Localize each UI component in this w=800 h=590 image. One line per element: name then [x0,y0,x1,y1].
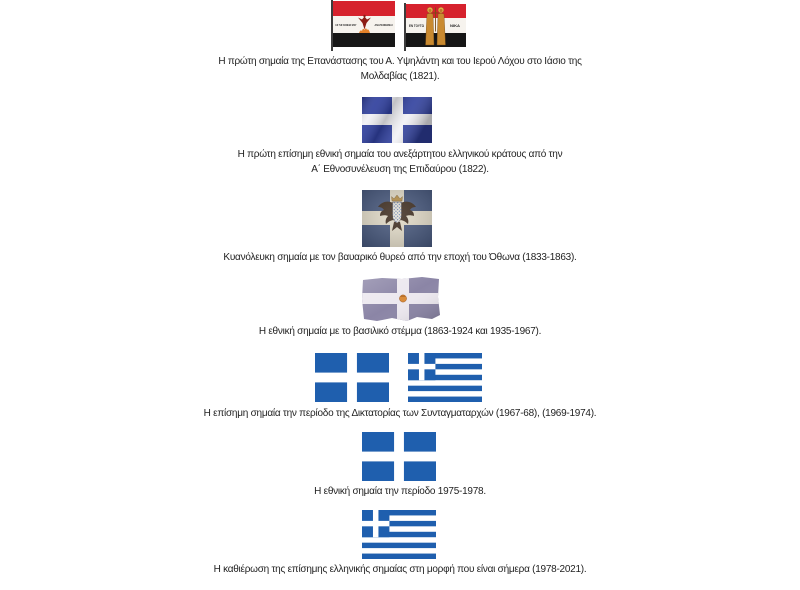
white-stripe [408,391,482,396]
flag-royal-crown-icon [362,277,440,322]
white-stripe [408,380,482,385]
fabric-shading [362,97,432,143]
black-band [406,33,466,47]
emblem-lettering-right: ΑΝΑΓΕΝΝΩΜΑΙ [374,22,393,27]
caption-line: Η εθνική σημαία με το βασιλικό στέμμα (1863-1924 και 1935-1967). [258,326,542,337]
flag-pole [404,3,406,51]
flag-greek-stripes-icon [362,510,436,559]
flag-greek-cross-icon [315,353,389,402]
emblem-lettering-left: ΕΚ ΤΗΣ ΚΟΝΕΩΣ ΜΟΥ [335,22,357,27]
caption-1833-1863 [0,250,800,265]
red-band [333,1,395,16]
emblem-lettering-left: ΕΝ ΤΟΥΤΩ [409,24,425,28]
caption-line: Η πρώτη επίσημη εθνική σημαία του ανεξάρτητου ελληνικού κράτους από την [237,149,563,160]
saint-left-robe [426,13,435,45]
caption-line: Κυανόλευκη σημαία με τον βαυαρικό θυρεό από την εποχή του Όθωνα (1833-1863). [223,252,577,263]
caption-1967-1974 [0,406,800,421]
white-cross-horizontal [362,452,436,462]
caption-1975-1978 [0,484,800,499]
caption-line: Α΄ Εθνοσυνέλευση της Επιδαύρου (1822). [311,164,489,175]
saint-left-head [429,9,432,12]
flag-ypsilantis-saints-icon [403,3,468,51]
saint-right-head [440,9,443,12]
flag-pole [331,0,333,51]
caption-1821 [0,54,800,84]
fabric-shading [362,190,432,247]
canton-cross-horizontal [362,521,389,526]
flag-greek-stripes-icon [408,353,482,402]
flag-1822-blue-white-cross-icon [362,97,432,143]
caption-line: Η καθιέρωση της επίσημης ελληνικής σημαίας στη μορφή που είναι σήμερα (1978-2021). [213,564,587,575]
phoenix-head [363,15,365,17]
emblem-lettering-right: ΝΙΚΑ [450,24,461,28]
flag-ypsilantis-phoenix-icon [330,0,396,51]
caption-line: Η επίσημη σημαία την περίοδο της Δικτατορίας των Συνταγματαρχών (1967-68), (1969-1974). [203,408,597,419]
white-cross-horizontal [315,373,389,383]
canton-cross-horizontal [408,364,435,369]
cross-staff [435,8,436,32]
black-band [333,33,395,47]
flag-bavarian-coat-of-arms-icon [362,190,432,247]
caption-1978-2021 [0,562,800,577]
caption-line: Η πρώτη σημαία της Επανάστασης του Α. Υψηλάντη και του Ιερού Λόχου στο Ιάσιο της [218,56,582,67]
flag-greek-cross-icon [362,432,436,481]
white-stripe [362,548,436,553]
caption-1822 [0,147,800,177]
cross-bar [433,13,439,14]
caption-1863-1967 [0,324,800,339]
caption-line: Η εθνική σημαία την περίοδο 1975-1978. [314,486,486,497]
white-stripe [362,537,436,542]
caption-line: Μολδαβίας (1821). [360,71,440,82]
saint-right-robe [437,13,446,45]
